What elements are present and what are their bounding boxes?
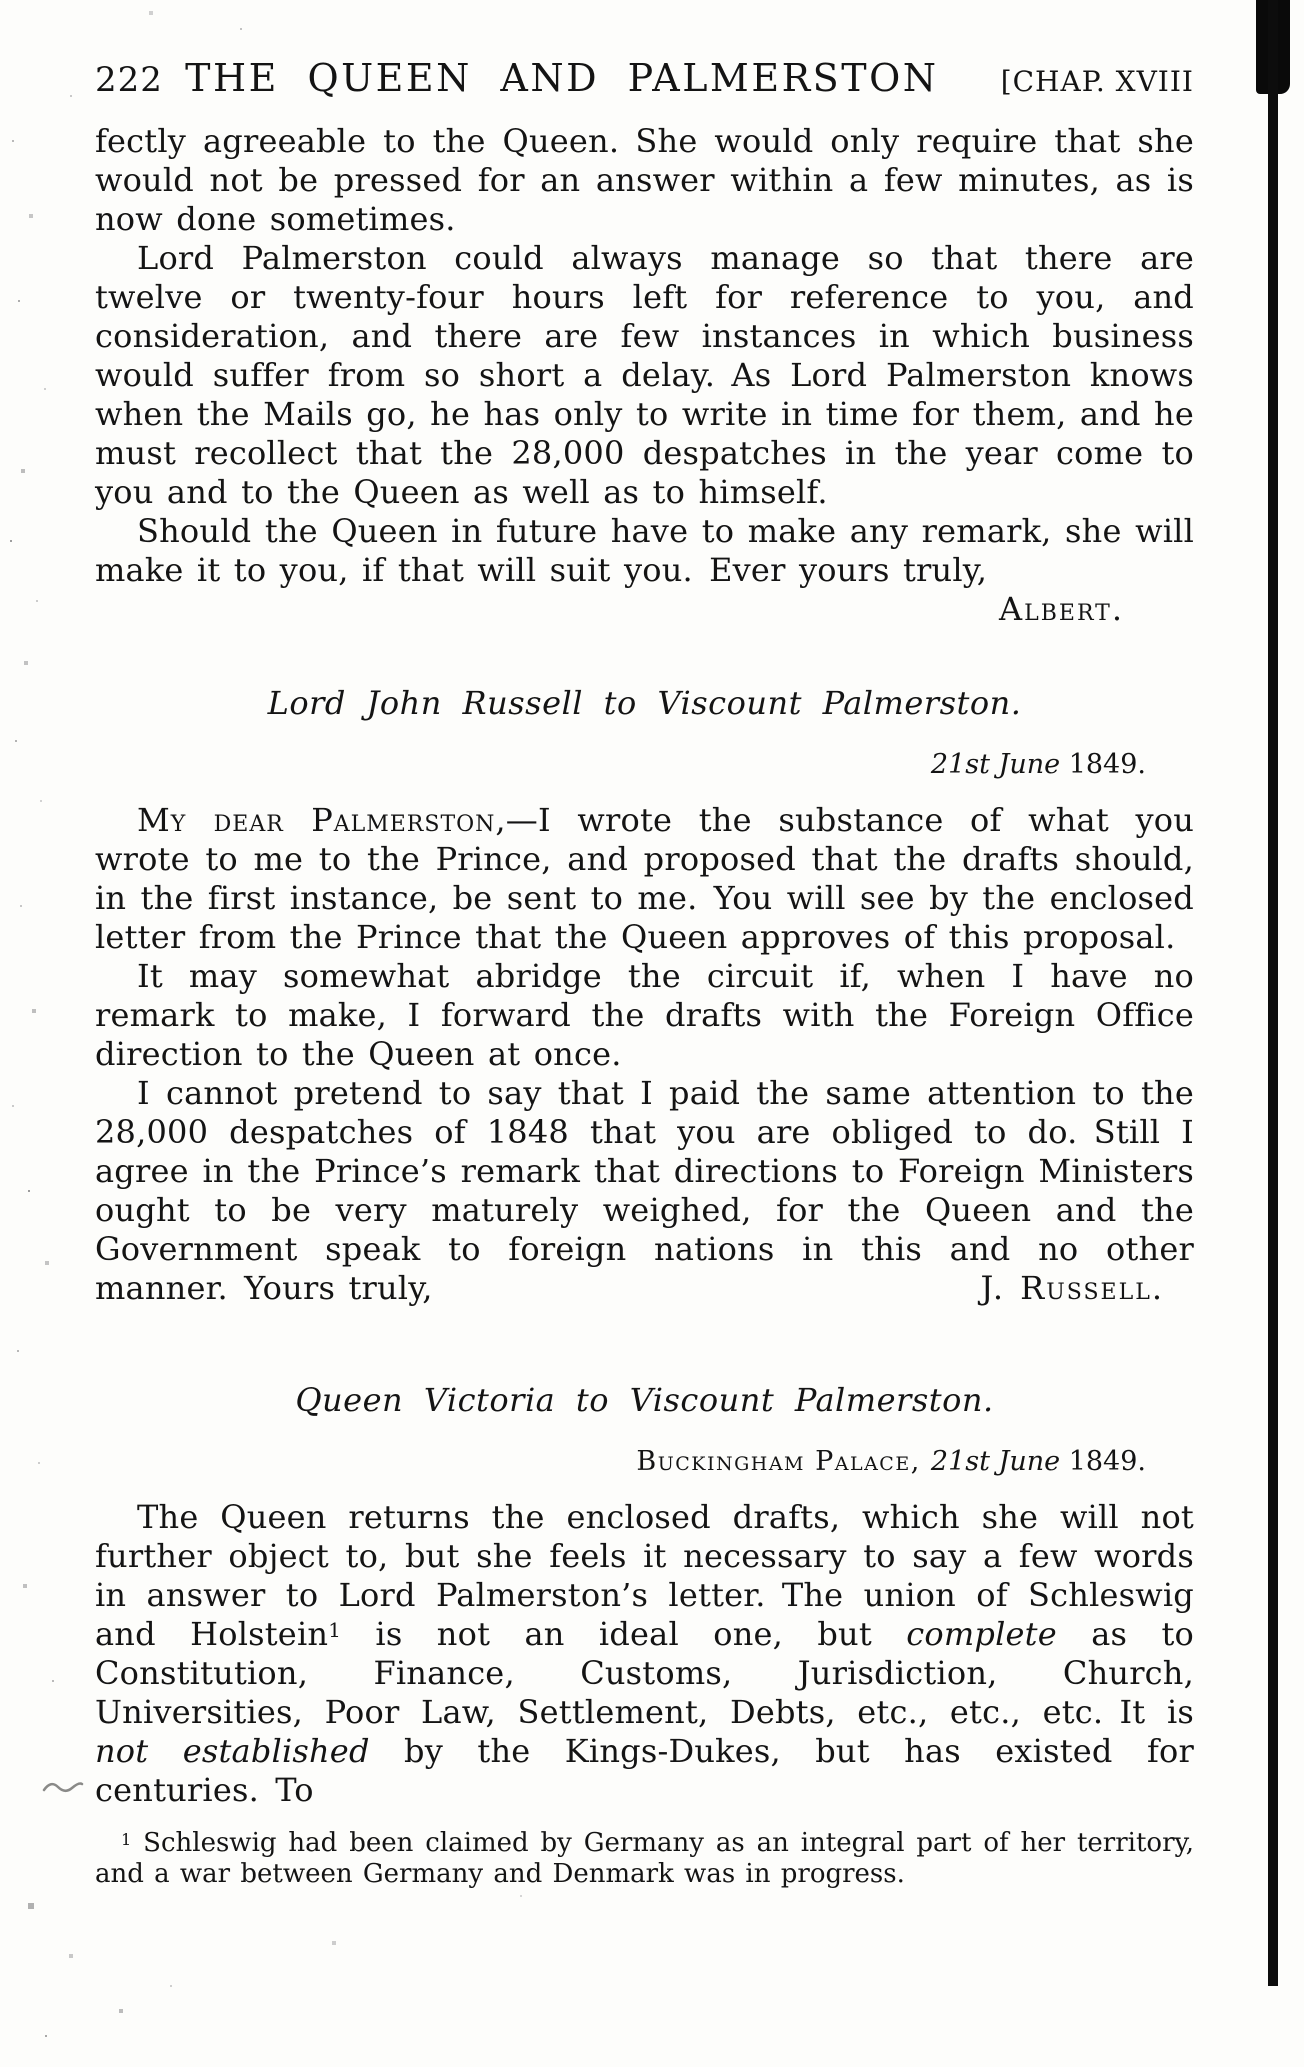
scan-speckles xyxy=(0,0,2,2)
running-title: THE QUEEN AND PALMERSTON xyxy=(185,56,939,100)
signature-russell: J. Russell. xyxy=(980,1269,1164,1307)
letter-heading-russell: Lord John Russell to Viscount Palmerston. xyxy=(267,684,1022,722)
page-header xyxy=(95,56,1194,100)
signature-albert: Albert. xyxy=(999,590,1124,628)
pencil-mark-artifact xyxy=(42,1776,84,1798)
footnote: $^1$ Schleswig had been claimed by Germany as an integral part of her territory, and a war between Germany and Denmark was in progress. xyxy=(95,1828,1194,1889)
victoria-paragraph-1: The Queen returns the enclosed drafts, which she will not further object to, but she feels it necessary to say a few words in answer to Lord Palmerston’s letter. The union of Schleswig and Holstein$^1$ is not an ideal one, but complete as to Constitution, Finance, Customs, Jurisdiction, Church, Universities, Poor Law, Settlement, Debts, etc., etc., etc. It is not established by the Kings-Dukes, but has existed for centuries. To xyxy=(95,1498,1195,1809)
albert-paragraph-1: fectly agreeable to the Queen. She would only require that she would not be pressed for an answer within a few minutes, as is now done sometimes. xyxy=(95,122,1194,238)
dateline-victoria: Buckingham Palace, 21st June 1849. xyxy=(636,1446,1146,1477)
chapter-reference: [CHAP. XVIII xyxy=(1000,65,1194,98)
dateline-russell: 21st June 1849. xyxy=(930,749,1146,780)
page-content xyxy=(95,0,1194,1890)
letter-heading-victoria: Queen Victoria to Viscount Palmerston. xyxy=(295,1381,994,1419)
page-number: 222 xyxy=(95,60,163,100)
scan-gutter-bar xyxy=(1268,0,1278,1986)
albert-paragraph-3: Should the Queen in future have to make any remark, she will make it to you, if that will suit you. Ever yours truly, xyxy=(95,512,1194,589)
russell-paragraph-1: My dear Palmerston,—I wrote the substance of what you wrote to me to the Prince, and proposed that the drafts should, in the first instance, be sent to me. You will see by the enclosed letter from the Prince that the Queen approves of this proposal. xyxy=(95,801,1195,956)
albert-paragraph-2: Lord Palmerston could always manage so that there are twelve or twenty-four hours left for reference to you, and consideration, and there are few instances in which business would suffer from so short a delay. As Lord Palmerston knows when the Mails go, he has only to write in time for them, and he must recollect that the 28,000 despatches in the year come to you and to the Queen as well as to himself. xyxy=(95,239,1194,511)
russell-paragraph-2: It may somewhat abridge the circuit if, when I have no remark to make, I forward the drafts with the Foreign Office direction to the Queen at once. xyxy=(95,957,1194,1073)
russell-paragraph-3-text: I cannot pretend to say that I paid the same attention to the 28,000 despatches of 1848 that you are obliged to do. Still I agree in the Prince’s remark that directions to Foreign Ministers ought to be very maturely weighed, for the Queen and the Government speak to foreign nations in this and no other manner. Yours truly, xyxy=(95,1074,1194,1307)
russell-paragraph-3 xyxy=(95,1074,1194,1308)
